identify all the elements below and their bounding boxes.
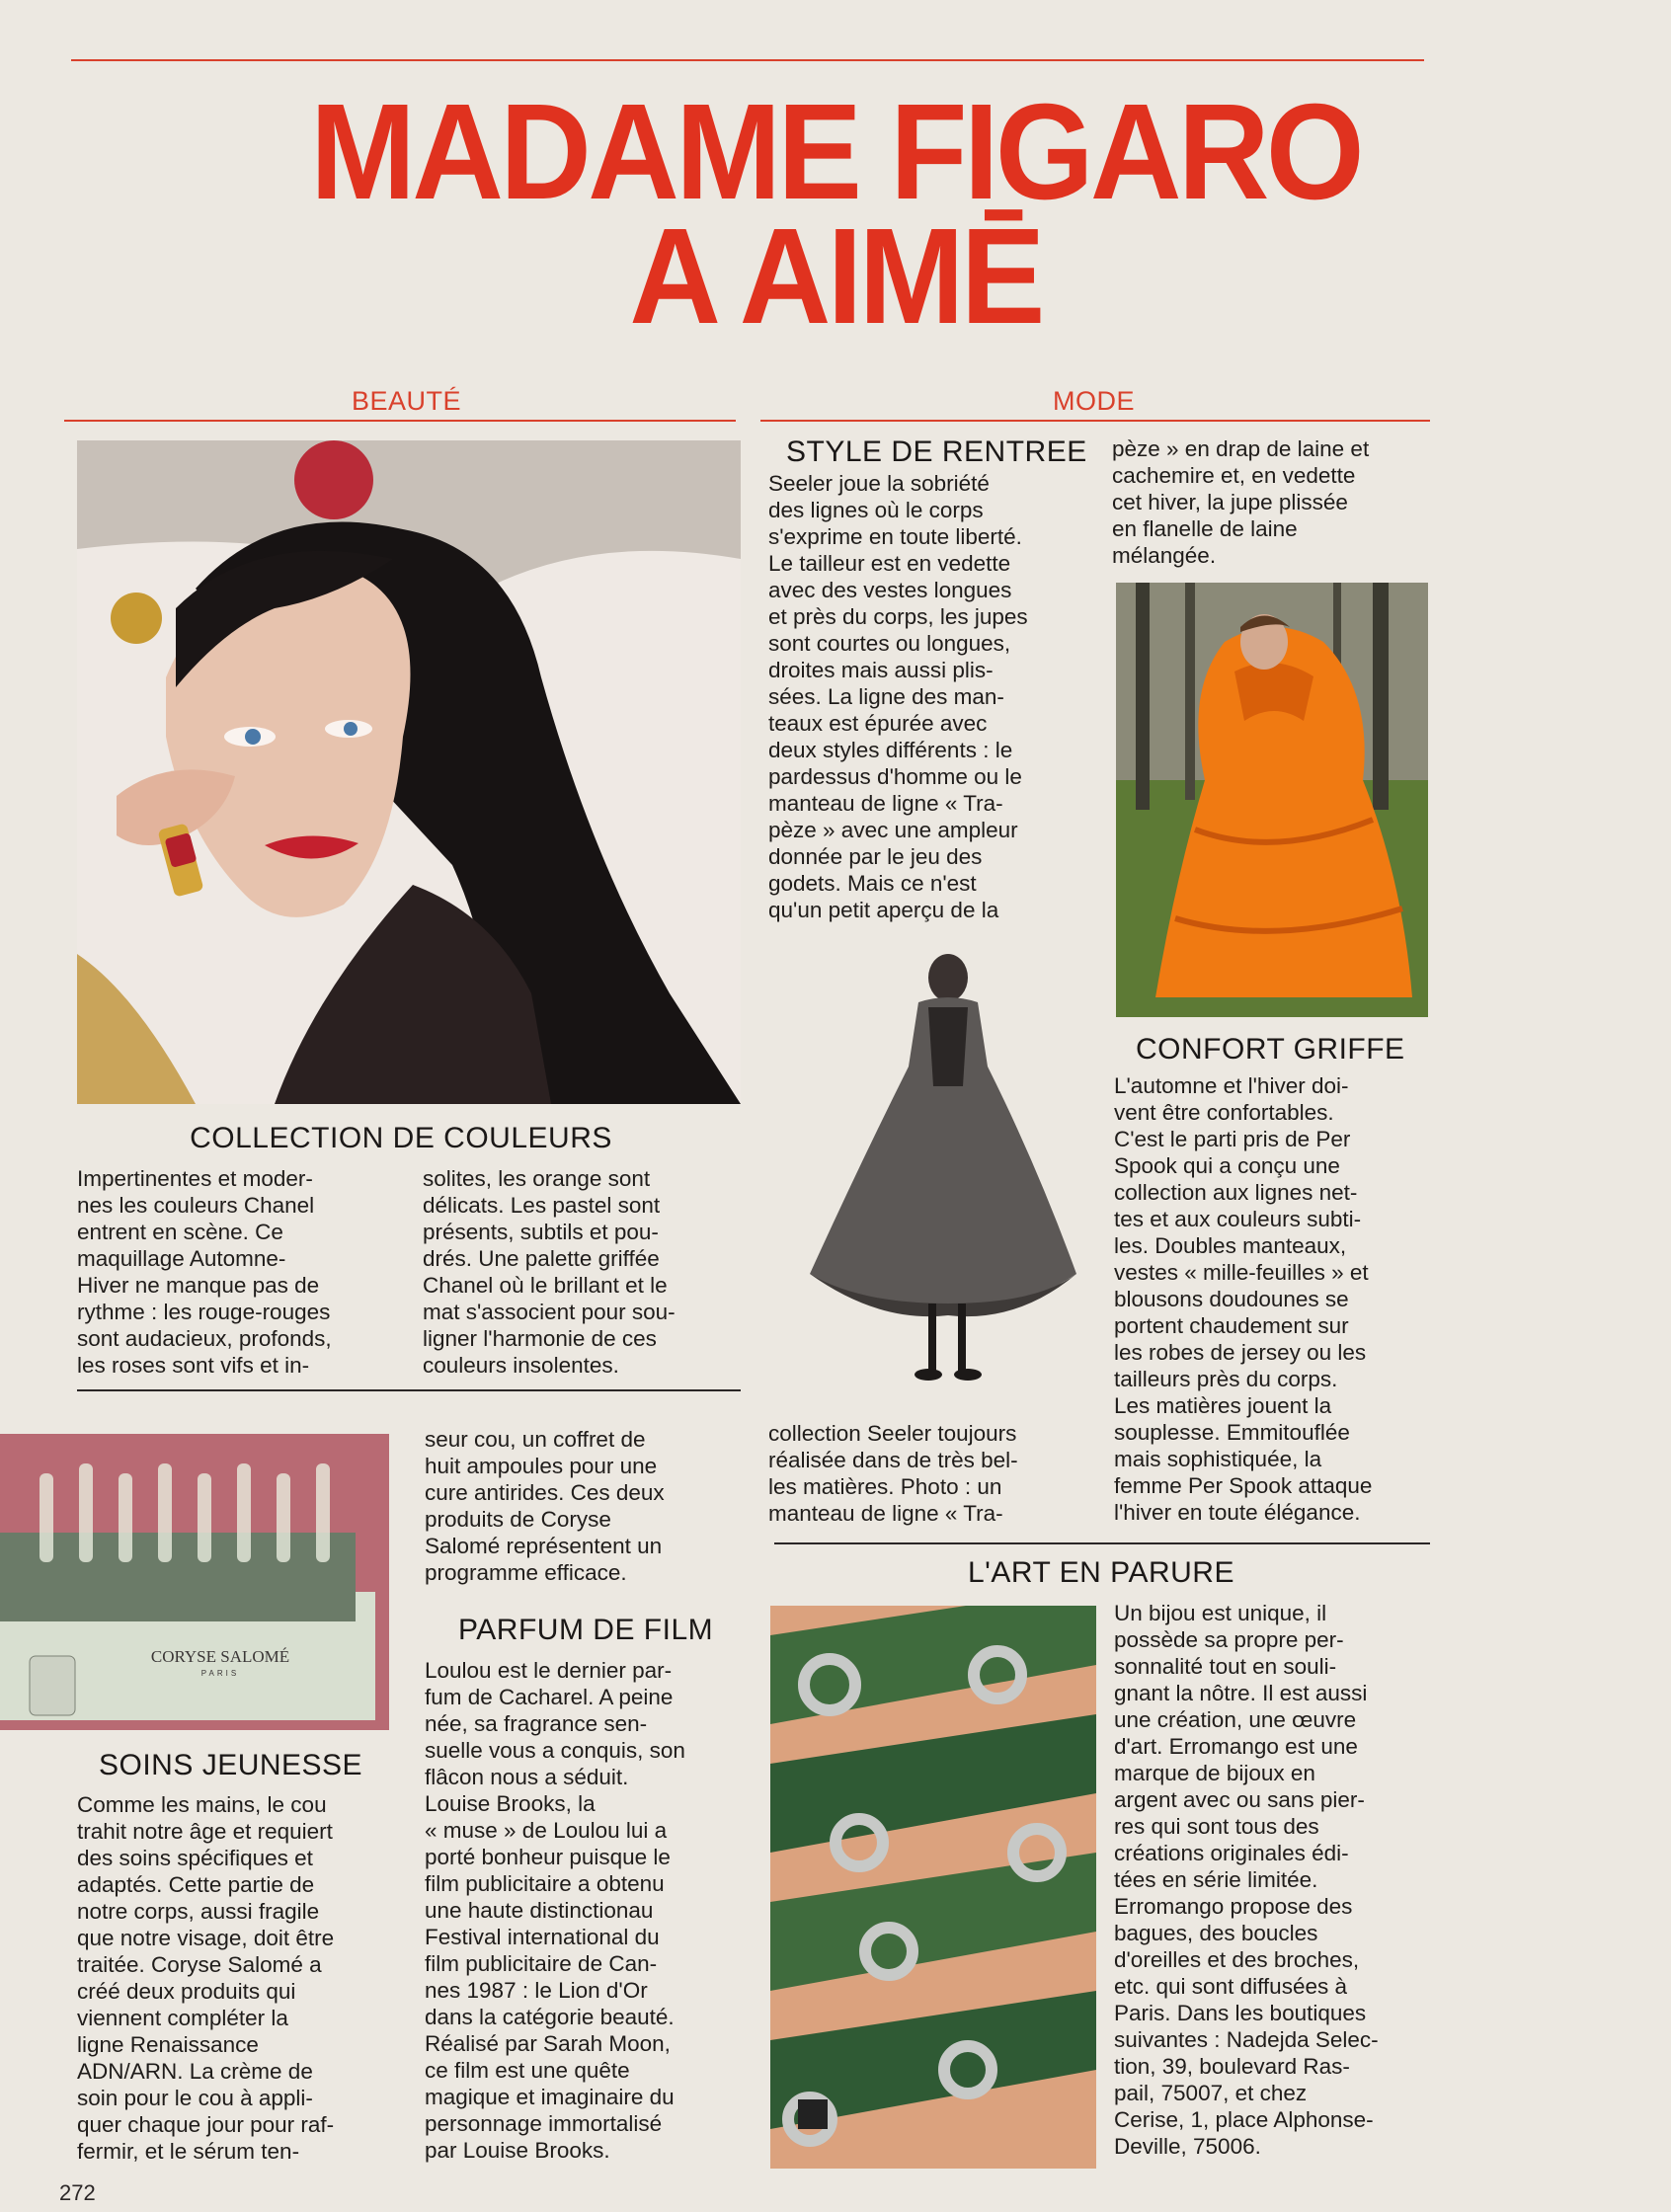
coryse-salome-photo (0, 1434, 389, 1730)
chanel-portrait-photo (77, 440, 741, 1104)
orange-coat-illustration (1116, 583, 1428, 1017)
collection-col2: solites, les orange sont délicats. Les pastel sont présents, subtils et pou- drés. Une palette griffée Chanel où le brillant et le mat s'associent pour sou- ligner l'harmonie de ces couleurs insolentes. (423, 1166, 676, 1378)
confort-heading: CONFORT GRIFFE (1136, 1033, 1405, 1066)
section-mode: MODE (1053, 386, 1135, 416)
style-col2: pèze » en drap de laine et cachemire et, en vedette cet hiver, la jupe plissée en flanelle de laine mélangée. (1112, 436, 1370, 568)
style-col3: collection Seeler toujours réalisée dans de très bel- les matières. Photo : un manteau de ligne « Tra- (768, 1421, 1018, 1526)
section-beaute: BEAUTÉ (352, 386, 462, 416)
style-heading: STYLE DE RENTREE (786, 435, 1087, 468)
product-brand: CORYSE SALOMÉ (150, 1647, 290, 1666)
page-number: 272 (59, 2180, 96, 2205)
collection-col1: Impertinentes et moder- nes les couleurs Chanel entrent en scène. Ce maquillage Automne- Hiver ne manque pas de rythme : les rouge-rouges sont audacieux, profonds, les roses sont vifs et in- (77, 1166, 332, 1378)
grey-coat-photo (780, 948, 1106, 1392)
art-rule (774, 1542, 1430, 1544)
soins-heading: SOINS JEUNESSE (99, 1749, 363, 1781)
mode-rule (760, 420, 1430, 422)
ampoules-illustration (0, 1434, 389, 1730)
parfum-body: Loulou est le dernier par- fum de Cacharel. A peine née, sa fragrance sen- suelle vous a conquis, son flâcon nous a séduit. Louise Brooks, la « muse » de Loulou lui a porté bonheur puisque le film publicitaire a obtenu une haute distinctionau Festival international du film publicitaire de Can- nes 1987 : le Lion d'Or dans la catégorie beauté. Réalisé par Sarah Moon, ce film est une quête magique et imaginaire du personnage immortalisé par Louise Brooks. (425, 1658, 685, 2163)
top-rule (71, 59, 1424, 61)
beaute-rule (64, 420, 736, 422)
confort-body: L'automne et l'hiver doi- vent être confortables. C'est le parti pris de Per Spook qui a conçu une collection aux lignes net- tes et aux couleurs subti- les. Doubles manteaux, vestes « mille-feuilles » et blousons doudounes se portent chaudement sur les robes de jersey ou les tailleurs près du corps. Les matières jouent la souplesse. Emmitouflée mais sophistiquée, la femme Per Spook attaque l'hiver en toute élégance. (1114, 1073, 1373, 1525)
page-title-line2: A AIMĒ (629, 200, 1042, 353)
collection-heading: COLLECTION DE COULEURS (190, 1122, 612, 1154)
collection-rule (77, 1389, 741, 1391)
product-city: PARIS (200, 1669, 240, 1678)
style-col1: Seeler joue la sobriété des lignes où le corps s'exprime en toute liberté. Le tailleur est en vedette avec des vestes longues et près du corps, les jupes sont courtes ou longues, droites mais aussi plis- sées. La ligne des man- teaux est épurée avec deux styles différents : le pardessus d'homme ou le manteau de ligne « Tra- pèze » avec une ampleur donnée par le jeu des godets. Mais ce n'est qu'un petit aperçu de la (768, 471, 1028, 922)
orange-coat-photo (1116, 583, 1428, 1017)
portrait-illustration (77, 440, 741, 1104)
jewelry-photo (770, 1606, 1096, 2169)
soins-col2: seur cou, un coffret de huit ampoules pour une cure antirides. Ces deux produits de Coryse Salomé représentent un programme efficace. (425, 1427, 665, 1585)
grey-coat-illustration (780, 948, 1106, 1392)
soins-col1: Comme les mains, le cou trahit notre âge et requiert des soins spécifiques et adaptés. Cette partie de notre corps, aussi fragile que notre visage, doit être traitée. Coryse Salomé a créé deux produits qui viennent compléter la ligne Renaissance ADN/ARN. La crème de soin pour le cou à appli- quer chaque jour pour raf- fermir, et le sérum ten- (77, 1792, 335, 2164)
art-heading: L'ART EN PARURE (968, 1556, 1234, 1589)
parfum-heading: PARFUM DE FILM (458, 1614, 714, 1646)
art-body: Un bijou est unique, il possède sa propre per- sonnalité tout en souli- gnant la nôtre. Il est aussi une création, une œuvre d'art. Erromango est une marque de bijoux en argent avec ou sans pier- res qui sont tous des créations originales édi- tées en série limitée. Erromango propose des bagues, des boucles d'oreilles et des broches, etc. qui sont diffusées à Paris. Dans les boutiques suivantes : Nadejda Selec- tion, 39, boulevard Ras- pail, 75007, et chez Cerise, 1, place Alphonse- Deville, 75006. (1114, 1601, 1379, 2159)
page-title-line1: MADAME FIGARO (310, 76, 1361, 228)
rings-illustration (770, 1606, 1096, 2169)
